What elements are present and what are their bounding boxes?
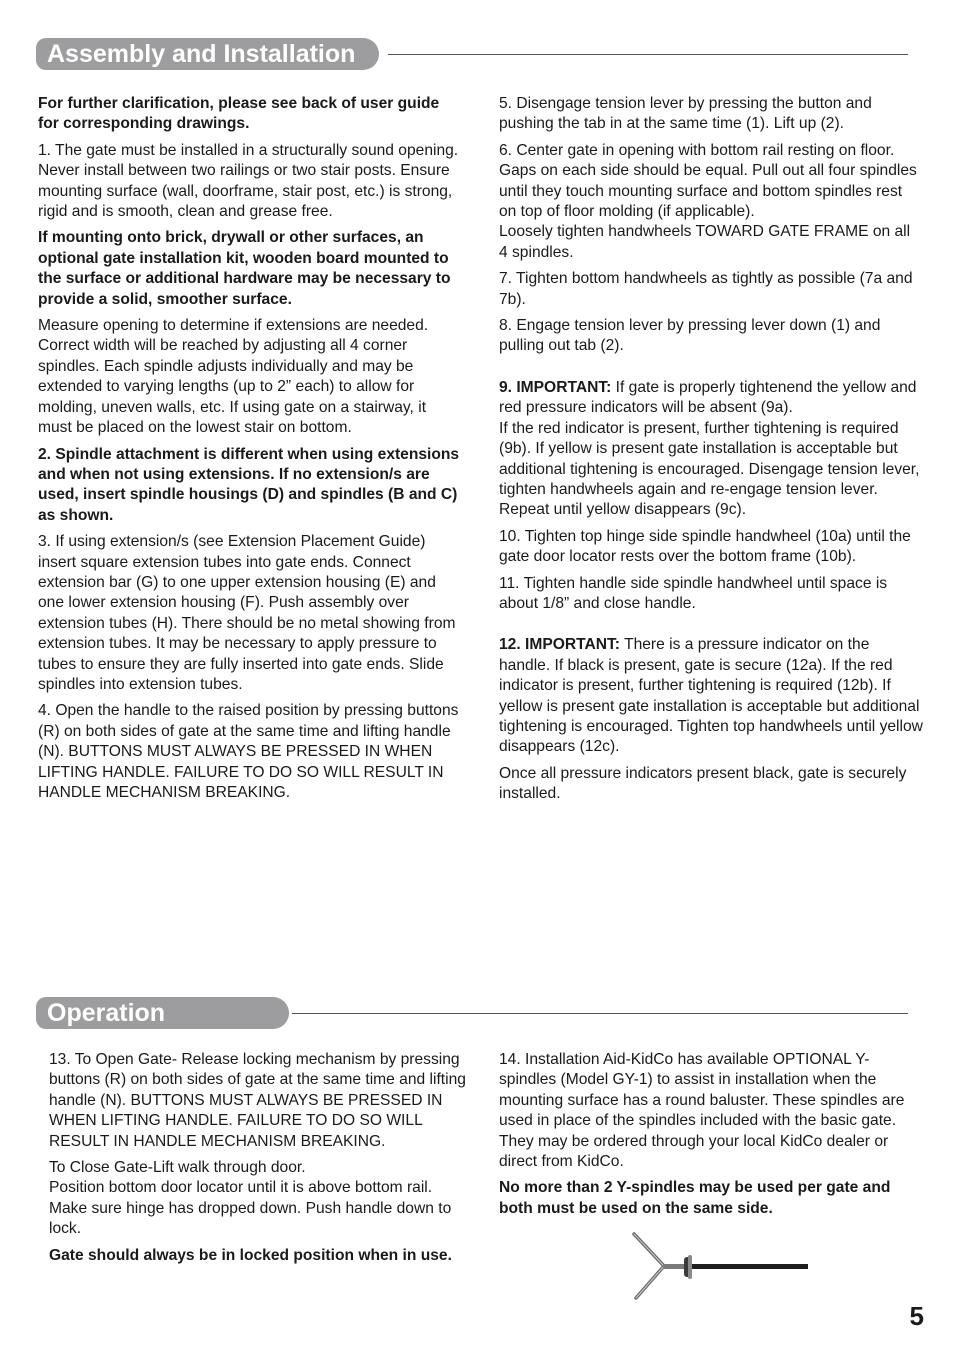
step-6-continued: Loosely tighten handwheels TOWARD GATE FRAME on all 4 spindles. [499,223,911,261]
step-9-label: 9. IMPORTANT: [499,378,612,396]
step-6: 6. Center gate in opening with bottom rail resting on floor. Gaps on each side should be equal. Pull out all four spindles until they touch mounting surface and bottom spindles rest on top of floor molding (if applicable). [499,141,917,221]
locked-warning: Gate should always be in locked position when in use. [49,1246,452,1264]
spindle-neck [663,1264,685,1269]
step-3: 3. If using extension/s (see Extension Placement Guide) insert square extension tubes into gate ends. Connect extension bar (G) to one upper extension housing (E) and one lower extension housing (F). Push assembly over extension tubes (H). There should be no metal showing from extension tubes. It may be necessary to apply pressure to tubes to ensure they are fully inserted into gate ends. Slide spindles into extension tubes. [38,533,456,693]
close-gate-continued: Position bottom door locator until it is above bottom rail. Make sure hinge has dropped down. Push handle down to lock. [49,1179,452,1238]
close-gate: To Close Gate-Lift walk through door. [49,1159,306,1177]
y-fork [634,1234,664,1298]
operation-left-column [49,1050,469,1272]
y-fork-highlight [634,1234,664,1298]
header-rule [292,1013,908,1014]
step-7: 7. Tighten bottom handwheels as tightly as possible (7a and 7b). [499,270,913,308]
step-1: 1. The gate must be installed in a structurally sound opening. Never install between two railings or two stair posts. Ensure mounting surface (wall, doorframe, stair post, etc.) is strong, rigid and is smooth, clean and grease free. [38,141,459,221]
operation-title: Operation [36,997,289,1029]
spindle-collar-edge [688,1255,692,1279]
step-14: 14. Installation Aid-KidCo has available OPTIONAL Y-spindles (Model GY-1) to assist in installation when the mounting surface has a round baluster. These spindles are used in place of the spindles included with the basic gate. They may be ordered through your local KidCo dealer or direct from KidCo. [499,1051,905,1171]
operation-section-header [36,997,908,1031]
header-rule [388,54,908,55]
step-9 [499,378,923,419]
step-12 [499,635,923,757]
step-4: 4. Open the handle to the raised position by pressing buttons (R) on both sides of gate at the same time and lifting handle (N). BUTTONS MUST ALWAYS BE PRESSED IN WHEN LIFTING HANDLE. FAILURE TO DO SO WILL RESULT IN HANDLE MECHANISM BREAKING. [38,702,459,801]
measure-opening: Measure opening to determine if extensions are needed. Correct width will be reached by adjusting all 4 corner spindles. Each spindle adjusts individually and may be extended to varying lengths (up to 2” each) to allow for molding, uneven walls, etc. If using gate on a stairway, it must be placed on the lowest stair on bottom. [38,317,429,437]
step-8: 8. Engage tension lever by pressing lever down (1) and pulling out tab (2). [499,317,881,355]
step-12-text: There is a pressure indicator on the handle. If black is present, gate is secure (12a). If the red indicator is present, further tightening is required (12b). If yellow is present gate installation is acceptable but additional tightening is encouraged. Tighten top handwheels until yellow disappears (12c). [499,636,923,756]
assembly-left-column [38,94,462,809]
clarification-note: For further clarification, please see back of user guide for corresponding drawings. [38,95,440,133]
assembly-section-header [36,38,908,72]
assembly-title: Assembly and Installation [36,38,379,70]
page-number: 5 [909,1301,924,1331]
step-12-label: 12. IMPORTANT: [499,636,621,654]
assembly-right-column [499,94,923,811]
operation-right-column [499,1050,923,1225]
step-9-continued: If the red indicator is present, further tightening is required (9b). If yellow is present gate installation is acceptable but additional tightening is encouraged. Disengage tension lever, tighten handwheels again and re-engage tension lever. Repeat until yellow disappears (9c). [499,419,920,519]
step-9-text: If gate is properly tightenend the yellow and red pressure indicators will be absent (9a). [499,378,917,417]
step-11: 11. Tighten handle side spindle handwheel until space is about 1/8” and close handle. [499,574,888,612]
step-5: 5. Disengage tension lever by pressing the button and pushing the tab in at the same time (1). Lift up (2). [499,95,872,133]
y-spindle-warning: No more than 2 Y-spindles may be used per gate and both must be used on the same side. [499,1179,891,1217]
mounting-warning: If mounting onto brick, drywall or other surfaces, an optional gate installation kit, wooden board mounted to the surface or additional hardware may be necessary to provide a solid, smoother surface. [38,229,451,308]
step-13: 13. To Open Gate- Release locking mechanism by pressing buttons (R) on both sides of gate at the same time and lifting handle (N). BUTTONS MUST ALWAYS BE PRESSED IN WHEN LIFTING HANDLE. FAILURE TO DO SO WILL RESULT IN HANDLE MECHANISM BREAKING. [49,1051,466,1150]
spindle-shaft [692,1264,808,1269]
final-note: Once all pressure indicators present black, gate is securely installed. [499,764,907,803]
step-10: 10. Tighten top hinge side spindle handwheel (10a) until the gate door locator rests over the bottom frame (10b). [499,527,911,566]
y-spindle-illustration [630,1230,812,1302]
step-2: 2. Spindle attachment is different when using extensions and when not using extensions. If no extension/s are used, insert spindle housings (D) and spindles (B and C) as shown. [38,445,460,524]
